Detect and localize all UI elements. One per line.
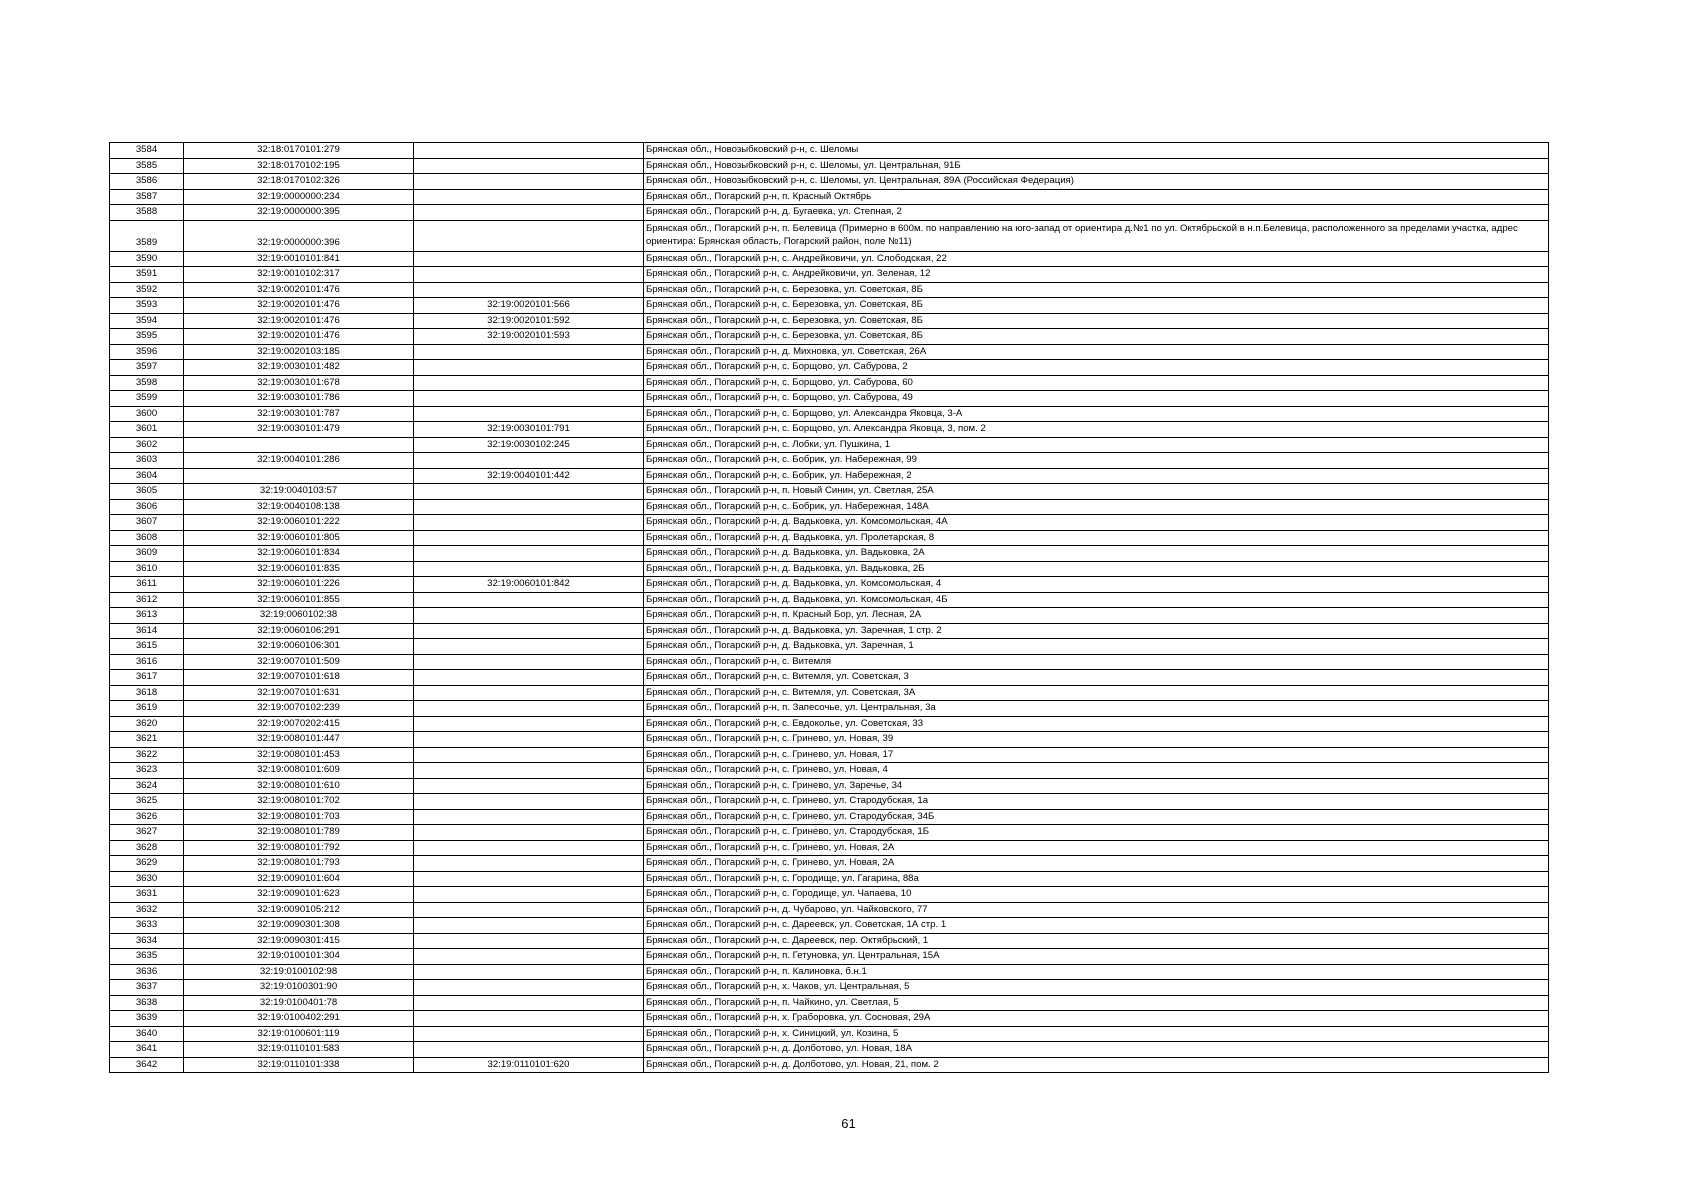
related-cadastral-number-cell [414, 220, 644, 251]
table-row [110, 375, 1549, 391]
cadastral-number-cell: 32:19:0030101:678 [184, 375, 414, 391]
table-row [110, 251, 1549, 267]
table-row [110, 174, 1549, 190]
address-cell: Брянская обл., Погарский р-н, с. Борщово, ул. Сабурова, 2 [644, 360, 1549, 376]
row-number-cell: 3631 [110, 887, 184, 903]
address-cell: Брянская обл., Погарский р-н, с. Гринево, ул. Заречье, 34 [644, 778, 1549, 794]
row-number-cell: 3639 [110, 1011, 184, 1027]
cadastral-number-cell: 32:19:0090101:623 [184, 887, 414, 903]
address-cell: Брянская обл., Погарский р-н, д. Вадьковка, ул. Вадьковка, 2А [644, 546, 1549, 562]
address-cell: Брянская обл., Погарский р-н, с. Гринево, ул. Новая, 39 [644, 732, 1549, 748]
page-number: 61 [841, 1116, 856, 1131]
table-row [110, 918, 1549, 934]
row-number-cell: 3601 [110, 422, 184, 438]
address-cell: Брянская обл., Погарский р-н, д. Вадьковка, ул. Комсомольская, 4А [644, 515, 1549, 531]
related-cadastral-number-cell [414, 391, 644, 407]
cadastral-number-cell: 32:19:0100101:304 [184, 949, 414, 965]
related-cadastral-number-cell [414, 778, 644, 794]
row-number-cell: 3610 [110, 561, 184, 577]
address-cell: Брянская обл., Погарский р-н, с. Витемля, ул. Советская, 3 [644, 670, 1549, 686]
cadastral-number-cell: 32:19:0060106:291 [184, 623, 414, 639]
related-cadastral-number-cell [414, 639, 644, 655]
address-cell: Брянская обл., Погарский р-н, с. Андрейковичи, ул. Слободская, 22 [644, 251, 1549, 267]
cadastral-number-cell: 32:19:0080101:793 [184, 856, 414, 872]
address-cell: Брянская обл., Погарский р-н, д. Вадьковка, ул. Заречная, 1 стр. 2 [644, 623, 1549, 639]
table-row [110, 592, 1549, 608]
address-cell: Брянская обл., Погарский р-н, д. Вадьковка, ул. Комсомольская, 4 [644, 577, 1549, 593]
related-cadastral-number-cell [414, 344, 644, 360]
address-cell: Брянская обл., Погарский р-н, с. Гринево, ул. Новая, 2А [644, 840, 1549, 856]
related-cadastral-number-cell [414, 685, 644, 701]
address-cell: Брянская обл., Погарский р-н, п. Новый Синин, ул. Светлая, 25А [644, 484, 1549, 500]
row-number-cell: 3600 [110, 406, 184, 422]
table-row [110, 158, 1549, 174]
row-number-cell: 3602 [110, 437, 184, 453]
related-cadastral-number-cell [414, 856, 644, 872]
related-cadastral-number-cell: 32:19:0040101:442 [414, 468, 644, 484]
address-cell: Брянская обл., Погарский р-н, д. Вадьковка, ул. Пролетарская, 8 [644, 530, 1549, 546]
row-number-cell: 3622 [110, 747, 184, 763]
row-number-cell: 3632 [110, 902, 184, 918]
table-row [110, 840, 1549, 856]
related-cadastral-number-cell [414, 964, 644, 980]
table-row [110, 747, 1549, 763]
row-number-cell: 3588 [110, 205, 184, 221]
table-row [110, 282, 1549, 298]
related-cadastral-number-cell [414, 530, 644, 546]
row-number-cell: 3596 [110, 344, 184, 360]
cadastral-number-cell: 32:19:0080101:792 [184, 840, 414, 856]
related-cadastral-number-cell [414, 608, 644, 624]
table-row [110, 298, 1549, 314]
table-row [110, 856, 1549, 872]
table-row [110, 964, 1549, 980]
address-cell: Брянская обл., Погарский р-н, с. Бобрик, ул. Набережная, 99 [644, 453, 1549, 469]
cadastral-number-cell: 32:19:0080101:610 [184, 778, 414, 794]
row-number-cell: 3630 [110, 871, 184, 887]
address-cell: Брянская обл., Погарский р-н, с. Борщово, ул. Сабурова, 60 [644, 375, 1549, 391]
cadastral-number-cell [184, 468, 414, 484]
address-cell: Брянская обл., Погарский р-н, с. Березовка, ул. Советская, 8Б [644, 282, 1549, 298]
cadastral-number-cell: 32:19:0060101:222 [184, 515, 414, 531]
related-cadastral-number-cell [414, 732, 644, 748]
cadastral-number-cell: 32:19:0000000:234 [184, 189, 414, 205]
row-number-cell: 3634 [110, 933, 184, 949]
records-table-body [110, 143, 1549, 1073]
address-cell: Брянская обл., Погарский р-н, с. Витемля, ул. Советская, 3А [644, 685, 1549, 701]
row-number-cell: 3614 [110, 623, 184, 639]
table-row [110, 360, 1549, 376]
table-row [110, 763, 1549, 779]
related-cadastral-number-cell [414, 747, 644, 763]
related-cadastral-number-cell [414, 282, 644, 298]
table-row [110, 933, 1549, 949]
address-cell: Брянская обл., Погарский р-н, с. Борщово, ул. Александра Яковца, 3, пом. 2 [644, 422, 1549, 438]
row-number-cell: 3585 [110, 158, 184, 174]
row-number-cell: 3605 [110, 484, 184, 500]
related-cadastral-number-cell [414, 267, 644, 283]
related-cadastral-number-cell [414, 499, 644, 515]
cadastral-number-cell: 32:19:0090105:212 [184, 902, 414, 918]
address-cell: Брянская обл., Погарский р-н, с. Андрейковичи, ул. Зеленая, 12 [644, 267, 1549, 283]
table-row [110, 267, 1549, 283]
table-row [110, 205, 1549, 221]
address-cell: Брянская обл., Погарский р-н, с. Гринево, ул. Стародубская, 1а [644, 794, 1549, 810]
related-cadastral-number-cell: 32:19:0060101:842 [414, 577, 644, 593]
cadastral-number-cell: 32:19:0100102:98 [184, 964, 414, 980]
table-row [110, 623, 1549, 639]
related-cadastral-number-cell [414, 701, 644, 717]
address-cell: Брянская обл., Погарский р-н, п. Калиновка, б.н.1 [644, 964, 1549, 980]
address-cell: Брянская обл., Погарский р-н, с. Березовка, ул. Советская, 8Б [644, 313, 1549, 329]
row-number-cell: 3597 [110, 360, 184, 376]
related-cadastral-number-cell: 32:19:0030102:245 [414, 437, 644, 453]
cadastral-number-cell: 32:18:0170102:326 [184, 174, 414, 190]
cadastral-number-cell: 32:18:0170101:279 [184, 143, 414, 159]
cadastral-number-cell [184, 437, 414, 453]
table-row [110, 887, 1549, 903]
table-row [110, 639, 1549, 655]
table-row [110, 1042, 1549, 1058]
row-number-cell: 3603 [110, 453, 184, 469]
related-cadastral-number-cell [414, 949, 644, 965]
cadastral-number-cell: 32:19:0040103:57 [184, 484, 414, 500]
row-number-cell: 3627 [110, 825, 184, 841]
table-row [110, 794, 1549, 810]
row-number-cell: 3611 [110, 577, 184, 593]
table-row [110, 871, 1549, 887]
address-cell: Брянская обл., Погарский р-н, п. Гетуновка, ул. Центральная, 15А [644, 949, 1549, 965]
row-number-cell: 3642 [110, 1057, 184, 1073]
related-cadastral-number-cell [414, 623, 644, 639]
address-cell: Брянская обл., Погарский р-н, п. Красный Бор, ул. Лесная, 2А [644, 608, 1549, 624]
address-cell: Брянская обл., Новозыбковский р-н, с. Шеломы, ул. Центральная, 89А (Российская Федерация) [644, 174, 1549, 190]
related-cadastral-number-cell [414, 453, 644, 469]
address-cell: Брянская обл., Погарский р-н, п. Чайкино, ул. Светлая, 5 [644, 995, 1549, 1011]
address-cell: Брянская обл., Погарский р-н, с. Березовка, ул. Советская, 8Б [644, 329, 1549, 345]
address-cell: Брянская обл., Погарский р-н, с. Городище, ул. Гагарина, 88а [644, 871, 1549, 887]
cadastral-number-cell: 32:19:0070202:415 [184, 716, 414, 732]
related-cadastral-number-cell [414, 763, 644, 779]
cadastral-number-cell: 32:19:0020101:476 [184, 329, 414, 345]
address-cell: Брянская обл., Погарский р-н, с. Бобрик, ул. Набережная, 148А [644, 499, 1549, 515]
cadastral-number-cell: 32:19:0080101:789 [184, 825, 414, 841]
cadastral-number-cell: 32:19:0090301:415 [184, 933, 414, 949]
cadastral-number-cell: 32:19:0000000:395 [184, 205, 414, 221]
cadastral-number-cell: 32:18:0170102:195 [184, 158, 414, 174]
row-number-cell: 3624 [110, 778, 184, 794]
table-row [110, 654, 1549, 670]
cadastral-number-cell: 32:19:0090301:308 [184, 918, 414, 934]
related-cadastral-number-cell [414, 143, 644, 159]
address-cell: Брянская обл., Погарский р-н, п. Белевица (Примерно в 600м. по направлению на юго-запад от ориентира д.№1 по ул. Октябрьской в н.п.Белевица, расположенного за пределами участка, адрес ориентира: Брянская область, Погарский район, поле №11) [644, 220, 1549, 251]
cadastral-number-cell: 32:19:0110101:583 [184, 1042, 414, 1058]
table-row [110, 778, 1549, 794]
address-cell: Брянская обл., Погарский р-н, п. Красный Октябрь [644, 189, 1549, 205]
cadastral-number-cell: 32:19:0080101:453 [184, 747, 414, 763]
cadastral-number-cell: 32:19:0030101:482 [184, 360, 414, 376]
row-number-cell: 3589 [110, 220, 184, 251]
row-number-cell: 3629 [110, 856, 184, 872]
row-number-cell: 3586 [110, 174, 184, 190]
related-cadastral-number-cell: 32:19:0020101:566 [414, 298, 644, 314]
row-number-cell: 3590 [110, 251, 184, 267]
cadastral-number-cell: 32:19:0080101:702 [184, 794, 414, 810]
related-cadastral-number-cell [414, 871, 644, 887]
row-number-cell: 3595 [110, 329, 184, 345]
table-row [110, 902, 1549, 918]
cadastral-number-cell: 32:19:0030101:786 [184, 391, 414, 407]
row-number-cell: 3636 [110, 964, 184, 980]
table-row [110, 577, 1549, 593]
cadastral-number-cell: 32:19:0030101:787 [184, 406, 414, 422]
cadastral-number-cell: 32:19:0020101:476 [184, 298, 414, 314]
row-number-cell: 3620 [110, 716, 184, 732]
table-row [110, 546, 1549, 562]
address-cell: Брянская обл., Погарский р-н, с. Борщово, ул. Александра Яковца, 3-А [644, 406, 1549, 422]
cadastral-number-cell: 32:19:0080101:703 [184, 809, 414, 825]
table-row [110, 1026, 1549, 1042]
cadastral-number-cell: 32:19:0070101:618 [184, 670, 414, 686]
cadastral-number-cell: 32:19:0100301:90 [184, 980, 414, 996]
cadastral-number-cell: 32:19:0020103:185 [184, 344, 414, 360]
address-cell: Брянская обл., Погарский р-н, с. Гринево, ул. Стародубская, 1Б [644, 825, 1549, 841]
table-row [110, 949, 1549, 965]
address-cell: Брянская обл., Погарский р-н, с. Гринево, ул. Новая, 17 [644, 747, 1549, 763]
cadastral-number-cell: 32:19:0010102:317 [184, 267, 414, 283]
address-cell: Брянская обл., Погарский р-н, с. Борщово, ул. Сабурова, 49 [644, 391, 1549, 407]
row-number-cell: 3640 [110, 1026, 184, 1042]
address-cell: Брянская обл., Погарский р-н, х. Синицкий, ул. Козина, 5 [644, 1026, 1549, 1042]
table-row [110, 406, 1549, 422]
row-number-cell: 3607 [110, 515, 184, 531]
row-number-cell: 3612 [110, 592, 184, 608]
address-cell: Брянская обл., Погарский р-н, д. Бугаевка, ул. Степная, 2 [644, 205, 1549, 221]
row-number-cell: 3591 [110, 267, 184, 283]
related-cadastral-number-cell [414, 406, 644, 422]
related-cadastral-number-cell: 32:19:0020101:592 [414, 313, 644, 329]
row-number-cell: 3637 [110, 980, 184, 996]
table-row [110, 422, 1549, 438]
related-cadastral-number-cell [414, 887, 644, 903]
row-number-cell: 3592 [110, 282, 184, 298]
cadastral-number-cell: 32:19:0060101:835 [184, 561, 414, 577]
address-cell: Брянская обл., Погарский р-н, х. Граборовка, ул. Сосновая, 29А [644, 1011, 1549, 1027]
table-row [110, 701, 1549, 717]
table-row [110, 468, 1549, 484]
cadastral-number-cell: 32:19:0030101:479 [184, 422, 414, 438]
row-number-cell: 3615 [110, 639, 184, 655]
related-cadastral-number-cell [414, 716, 644, 732]
related-cadastral-number-cell [414, 375, 644, 391]
address-cell: Брянская обл., Погарский р-н, д. Долботово, ул. Новая, 18А [644, 1042, 1549, 1058]
row-number-cell: 3628 [110, 840, 184, 856]
related-cadastral-number-cell [414, 484, 644, 500]
row-number-cell: 3618 [110, 685, 184, 701]
related-cadastral-number-cell [414, 918, 644, 934]
row-number-cell: 3587 [110, 189, 184, 205]
related-cadastral-number-cell [414, 561, 644, 577]
row-number-cell: 3613 [110, 608, 184, 624]
records-table [109, 142, 1549, 1073]
cadastral-number-cell: 32:19:0100601:119 [184, 1026, 414, 1042]
row-number-cell: 3619 [110, 701, 184, 717]
table-row [110, 344, 1549, 360]
row-number-cell: 3633 [110, 918, 184, 934]
table-row [110, 670, 1549, 686]
table-row [110, 1011, 1549, 1027]
table-row [110, 716, 1549, 732]
related-cadastral-number-cell [414, 189, 644, 205]
address-cell: Брянская обл., Погарский р-н, с. Березовка, ул. Советская, 8Б [644, 298, 1549, 314]
cadastral-number-cell: 32:19:0080101:609 [184, 763, 414, 779]
table-row [110, 143, 1549, 159]
related-cadastral-number-cell [414, 794, 644, 810]
cadastral-number-cell: 32:19:0100402:291 [184, 1011, 414, 1027]
cadastral-number-cell: 32:19:0060102:38 [184, 608, 414, 624]
related-cadastral-number-cell: 32:19:0030101:791 [414, 422, 644, 438]
related-cadastral-number-cell [414, 654, 644, 670]
related-cadastral-number-cell [414, 546, 644, 562]
cadastral-number-cell: 32:19:0040108:138 [184, 499, 414, 515]
table-row [110, 189, 1549, 205]
related-cadastral-number-cell [414, 840, 644, 856]
related-cadastral-number-cell [414, 174, 644, 190]
address-cell: Брянская обл., Погарский р-н, с. Гринево, ул. Новая, 2А [644, 856, 1549, 872]
row-number-cell: 3604 [110, 468, 184, 484]
row-number-cell: 3635 [110, 949, 184, 965]
related-cadastral-number-cell [414, 1042, 644, 1058]
cadastral-number-cell: 32:19:0040101:286 [184, 453, 414, 469]
table-row [110, 437, 1549, 453]
cadastral-number-cell: 32:19:0080101:447 [184, 732, 414, 748]
table-row [110, 329, 1549, 345]
address-cell: Брянская обл., Погарский р-н, с. Гринево, ул. Стародубская, 34Б [644, 809, 1549, 825]
address-cell: Брянская обл., Погарский р-н, д. Вадьковка, ул. Заречная, 1 [644, 639, 1549, 655]
table-row [110, 608, 1549, 624]
address-cell: Брянская обл., Новозыбковский р-н, с. Шеломы [644, 143, 1549, 159]
related-cadastral-number-cell [414, 251, 644, 267]
related-cadastral-number-cell [414, 809, 644, 825]
row-number-cell: 3626 [110, 809, 184, 825]
table-row [110, 515, 1549, 531]
cadastral-number-cell: 32:19:0020101:476 [184, 313, 414, 329]
row-number-cell: 3606 [110, 499, 184, 515]
cadastral-number-cell: 32:19:0100401:78 [184, 995, 414, 1011]
table-row [110, 825, 1549, 841]
cadastral-number-cell: 32:19:0090101:604 [184, 871, 414, 887]
related-cadastral-number-cell [414, 933, 644, 949]
related-cadastral-number-cell [414, 158, 644, 174]
related-cadastral-number-cell [414, 825, 644, 841]
row-number-cell: 3616 [110, 654, 184, 670]
address-cell: Брянская обл., Погарский р-н, п. Запесочье, ул. Центральная, 3а [644, 701, 1549, 717]
cadastral-number-cell: 32:19:0010101:841 [184, 251, 414, 267]
row-number-cell: 3593 [110, 298, 184, 314]
address-cell: Брянская обл., Погарский р-н, с. Лобки, ул. Пушкина, 1 [644, 437, 1549, 453]
row-number-cell: 3625 [110, 794, 184, 810]
related-cadastral-number-cell [414, 1011, 644, 1027]
address-cell: Брянская обл., Погарский р-н, д. Долботово, ул. Новая, 21, пом. 2 [644, 1057, 1549, 1073]
row-number-cell: 3641 [110, 1042, 184, 1058]
address-cell: Брянская обл., Погарский р-н, д. Михновка, ул. Советская, 26А [644, 344, 1549, 360]
row-number-cell: 3598 [110, 375, 184, 391]
address-cell: Брянская обл., Погарский р-н, с. Дареевск, пер. Октябрьский, 1 [644, 933, 1549, 949]
table-row [110, 809, 1549, 825]
row-number-cell: 3609 [110, 546, 184, 562]
table-row [110, 685, 1549, 701]
cadastral-number-cell: 32:19:0060106:301 [184, 639, 414, 655]
related-cadastral-number-cell [414, 1026, 644, 1042]
row-number-cell: 3594 [110, 313, 184, 329]
cadastral-number-cell: 32:19:0070102:239 [184, 701, 414, 717]
cadastral-number-cell: 32:19:0070101:509 [184, 654, 414, 670]
cadastral-number-cell: 32:19:0070101:631 [184, 685, 414, 701]
related-cadastral-number-cell [414, 360, 644, 376]
related-cadastral-number-cell [414, 902, 644, 918]
address-cell: Брянская обл., Погарский р-н, с. Гринево, ул. Новая, 4 [644, 763, 1549, 779]
related-cadastral-number-cell [414, 670, 644, 686]
cadastral-number-cell: 32:19:0000000:396 [184, 220, 414, 251]
table-row [110, 561, 1549, 577]
related-cadastral-number-cell [414, 980, 644, 996]
address-cell: Брянская обл., Погарский р-н, с. Городище, ул. Чапаева, 10 [644, 887, 1549, 903]
table-row [110, 484, 1549, 500]
related-cadastral-number-cell [414, 995, 644, 1011]
table-row [110, 220, 1549, 251]
address-cell: Брянская обл., Погарский р-н, х. Чаков, ул. Центральная, 5 [644, 980, 1549, 996]
cadastral-number-cell: 32:19:0060101:834 [184, 546, 414, 562]
table-row [110, 732, 1549, 748]
table-row [110, 530, 1549, 546]
table-row [110, 995, 1549, 1011]
address-cell: Брянская обл., Новозыбковский р-н, с. Шеломы, ул. Центральная, 91Б [644, 158, 1549, 174]
cadastral-number-cell: 32:19:0020101:476 [184, 282, 414, 298]
related-cadastral-number-cell [414, 515, 644, 531]
row-number-cell: 3599 [110, 391, 184, 407]
address-cell: Брянская обл., Погарский р-н, с. Витемля [644, 654, 1549, 670]
row-number-cell: 3638 [110, 995, 184, 1011]
row-number-cell: 3621 [110, 732, 184, 748]
related-cadastral-number-cell: 32:19:0020101:593 [414, 329, 644, 345]
row-number-cell: 3617 [110, 670, 184, 686]
table-row [110, 499, 1549, 515]
table-row [110, 453, 1549, 469]
cadastral-number-cell: 32:19:0060101:226 [184, 577, 414, 593]
address-cell: Брянская обл., Погарский р-н, д. Чубарово, ул. Чайковского, 77 [644, 902, 1549, 918]
cadastral-number-cell: 32:19:0060101:805 [184, 530, 414, 546]
address-cell: Брянская обл., Погарский р-н, д. Вадьковка, ул. Комсомольская, 4Б [644, 592, 1549, 608]
related-cadastral-number-cell: 32:19:0110101:620 [414, 1057, 644, 1073]
related-cadastral-number-cell [414, 592, 644, 608]
address-cell: Брянская обл., Погарский р-н, д. Вадьковка, ул. Вадьковка, 2Б [644, 561, 1549, 577]
address-cell: Брянская обл., Погарский р-н, с. Бобрик, ул. Набережная, 2 [644, 468, 1549, 484]
row-number-cell: 3584 [110, 143, 184, 159]
row-number-cell: 3623 [110, 763, 184, 779]
table-row [110, 1057, 1549, 1073]
address-cell: Брянская обл., Погарский р-н, с. Дареевск, ул. Советская, 1А стр. 1 [644, 918, 1549, 934]
row-number-cell: 3608 [110, 530, 184, 546]
related-cadastral-number-cell [414, 205, 644, 221]
table-row [110, 313, 1549, 329]
table-row [110, 391, 1549, 407]
address-cell: Брянская обл., Погарский р-н, с. Евдокольe, ул. Советская, 33 [644, 716, 1549, 732]
table-row [110, 980, 1549, 996]
cadastral-number-cell: 32:19:0060101:855 [184, 592, 414, 608]
cadastral-number-cell: 32:19:0110101:338 [184, 1057, 414, 1073]
